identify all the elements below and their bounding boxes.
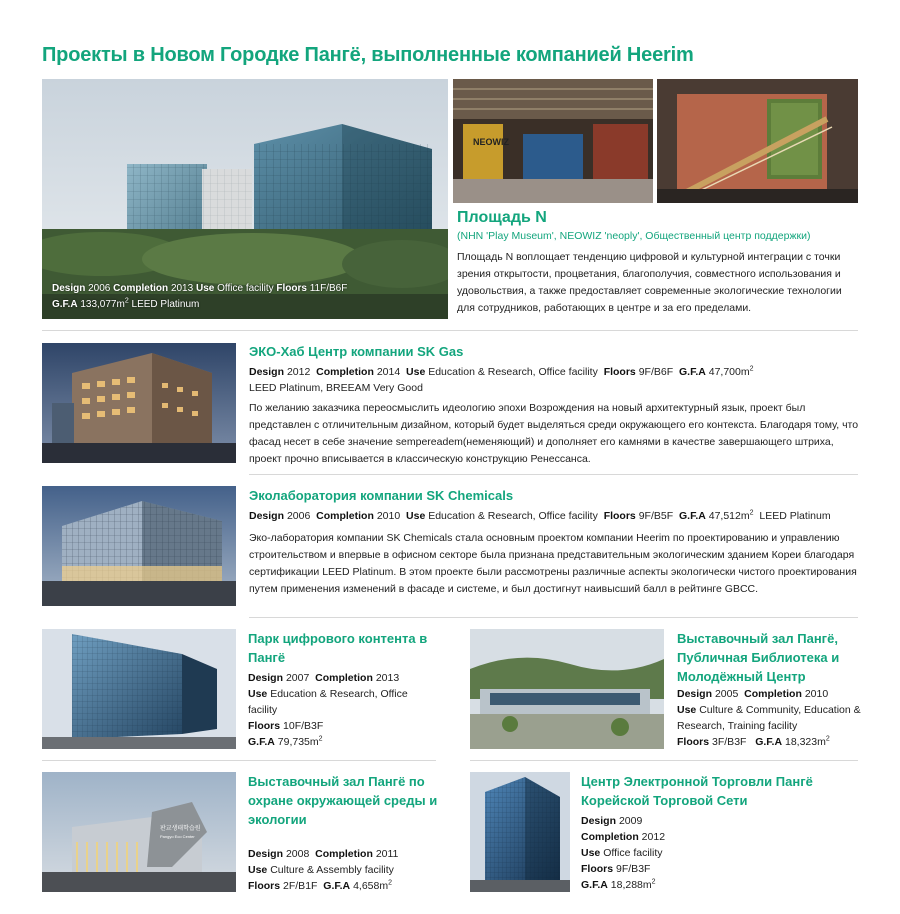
- sk-chemicals-specs: Design 2006 Completion 2010 Use Education & Research, Office facility Floors 9F/B5F G.F.A $47,512m^2$ LEED Platinum: [249, 509, 831, 522]
- digital-park-heading: Парк цифрового контента в Пангё: [248, 631, 428, 665]
- ecommerce-specs: Design 2009 Completion 2012 Use Office facility Floors 9F/B3F G.F.A $18,288m^2$: [581, 815, 666, 891]
- sk-chemicals-photo: [42, 486, 236, 606]
- sk-gas-photo: [42, 343, 236, 463]
- eco-hall-photo: [42, 772, 236, 892]
- exhibition-hall-specs: Design 2005 Completion 2010 Use Culture & Community, Education & Research, Training facility Floors 3F/B3F G.F.A $18,323m^2$: [677, 688, 861, 748]
- eco-center-sign: 판교생태학습원: [160, 825, 201, 832]
- n-square-heading: Площадь N: [457, 209, 547, 226]
- divider: [42, 760, 436, 761]
- ecommerce-photo: [470, 772, 570, 892]
- digital-park-specs: Design 2007 Completion 2013 Use Education & Research, Office facility Floors 10F/B3F G.F.A $79,735m^2$: [248, 672, 408, 748]
- eco-center-sign-en: Pangyo Eco Center: [160, 834, 195, 839]
- ecommerce-heading: Центр Электронной Торговли Пангё Корейской Торговой Сети: [581, 774, 813, 808]
- exhibition-hall-photo: [470, 629, 664, 749]
- sk-gas-description: По желанию заказчика переосмыслить идеологию эпохи Возрождения на новый архитектурный язык, проект был представлен с отличительным дизайном, который будет выделяться среди окружающего его контекста. Благодаря тому, что фасад несет в себе значение sempereadem(неменяющий) и дополняет его камнями в качестве завершающего штриха, проект прочно вписывается в классическую конструкцию Ренессанса.: [249, 402, 859, 465]
- n-square-interior-photo: [453, 79, 653, 203]
- sk-gas-heading: ЭКО-Хаб Центр компании SK Gas: [249, 344, 464, 359]
- divider: [42, 330, 858, 331]
- n-square-caption: Design 2006 Completion 2013 Use Office facility Floors 11F/B6F G.F.A $133,077m^2$ LEED Platinum: [52, 283, 348, 310]
- neowiz-sign: NEOWIZ: [473, 137, 509, 147]
- n-square-description: Площадь N воплощает тенденцию цифровой и культурной интеграции с точки зрения открытости, процветания, благополучия, совместного использования и удовольствия, а также предоставляет современные экологические технологии для сотрудников, работающих в центре и за его пределами.: [457, 251, 842, 314]
- digital-park-photo: [42, 629, 236, 749]
- eco-hall-heading: Выставочный зал Пангё по охране окружающей среды и экологии: [248, 774, 438, 827]
- sk-gas-specs: Design 2012 Completion 2014 Use Education & Research, Office facility Floors 9F/B6F G.F.A $47,700m^2$ LEED Platinum, BREEAM Very Good: [249, 365, 754, 394]
- divider: [470, 760, 858, 761]
- exhibition-hall-heading: Выставочный зал Пангё, Публичная Библиотека и Молодёжный Центр: [677, 631, 840, 684]
- sk-chemicals-heading: Эколаборатория компании SK Chemicals: [249, 488, 514, 503]
- eco-hall-specs: Design 2008 Completion 2011 Use Culture & Assembly facility Floors 2F/B1F G.F.A $4,658m^2$: [248, 848, 399, 892]
- divider: [249, 474, 858, 475]
- n-square-atrium-photo: [657, 79, 858, 203]
- n-square-subtitle: (NHN 'Play Museum', NEOWIZ 'neoply', Общественный центр поддержки): [457, 230, 811, 242]
- divider: [249, 617, 858, 618]
- page-title: Проекты в Новом Городке Пангё, выполненные компанией Heerim: [42, 44, 694, 66]
- sk-chemicals-description: Эко-лаборатория компании SK Chemicals стала основным проектом компании Heerim по проектированию и управлению строительством и впервые в офисном секторе была признана представительным экологическим зданием Кореи благодаря сертификации LEED Platinum. В этом проекте были рассмотрены различные аспекты экологически чистого проектирования путем применения изменений в фасаде и системе, и был достигнут наивысший балл в рейтинге GBCC.: [249, 532, 857, 595]
